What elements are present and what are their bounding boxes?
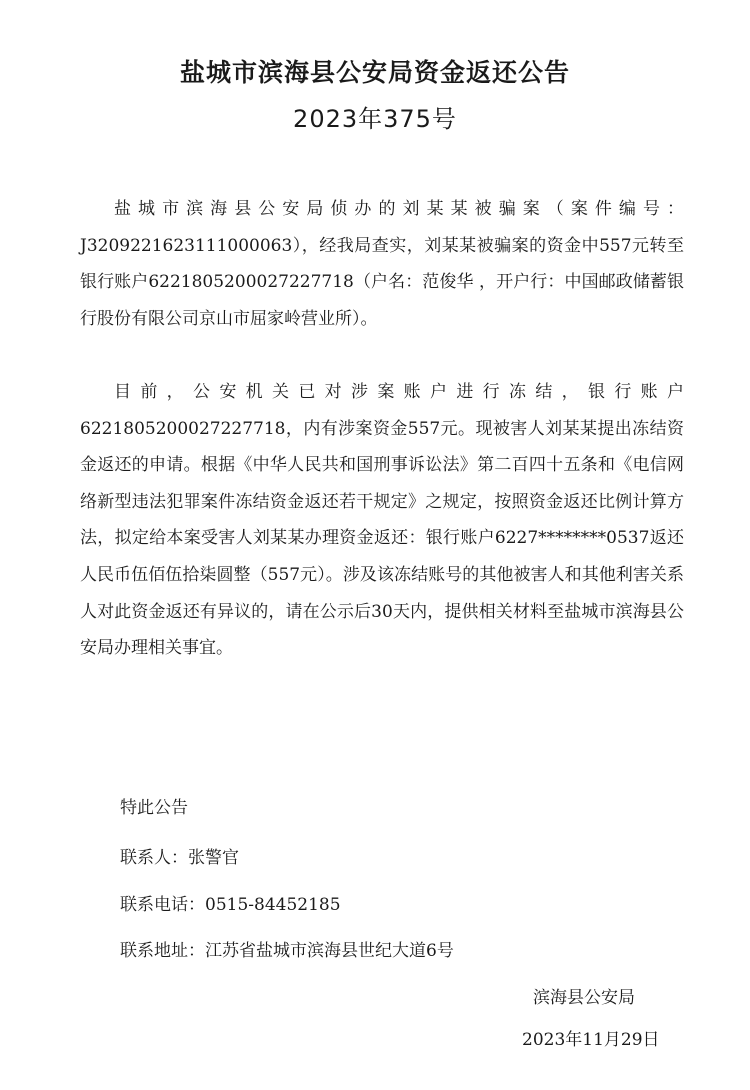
contact-person: 联系人：张警官 bbox=[120, 848, 239, 868]
paragraph-text: 盐城市滨海县公安局侦办的刘某某被骗案（案件编号：J3209221623111000063），经我局查实，刘某某被骗案的资金中557元转至银行账户6221805200027227718（户名：范俊华 ，开户行：中国邮政储蓄银行股份有限公司京山市屈家岭营业所）。 bbox=[80, 199, 684, 329]
contact-address: 联系地址：江苏省盐城市滨海县世纪大道6号 bbox=[120, 941, 454, 961]
paragraph-text: 目前，公安机关已对涉案账户进行冻结，银行账户6221805200027227718，内有涉案资金557元。现被害人刘某某提出冻结资金返还的申请。根据《中华人民共和国刑事诉讼法》第二百四十五条和《电信网络新型违法犯罪案件冻结资金返还若干规定》之规定，按照资金返还比例计算方法，拟定给本案受害人刘某某办理资金返还：银行账户6227********0537返还人民币伍佰伍拾柒圆整（557元）。涉及该冻结账号的其他被害人和其他利害关系人对此资金返还有异议的，请在公示后30天内，提供相关材料至盐城市滨海县公安局办理相关事宜。 bbox=[80, 382, 684, 659]
notice-title: 盐城市滨海县公安局资金返还公告 bbox=[179, 58, 570, 87]
contact-phone: 联系电话：0515-84452185 bbox=[120, 895, 341, 915]
issue-date: 2023年11月29日 bbox=[522, 1030, 660, 1050]
closing-statement: 特此公告 bbox=[120, 798, 188, 818]
issuer-name: 滨海县公安局 bbox=[533, 988, 635, 1008]
body-paragraph-refund bbox=[80, 374, 684, 667]
body-paragraph-case bbox=[80, 191, 684, 337]
notice-number: 2023年375号 bbox=[293, 105, 457, 133]
